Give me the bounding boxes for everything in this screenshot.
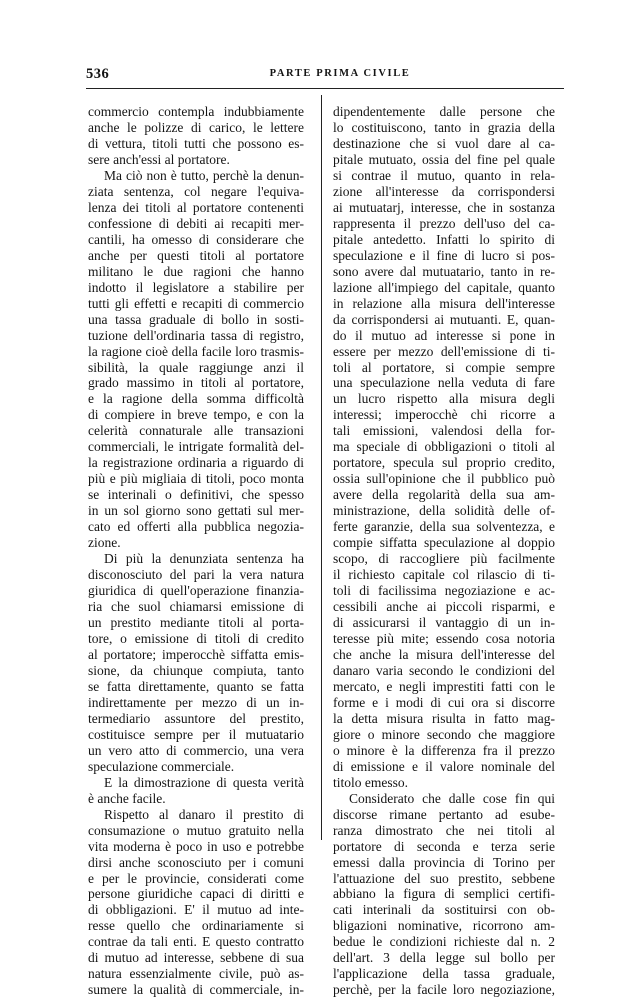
text-line: sono avere dal mutuatario, tanto in re- [333, 263, 555, 279]
text-line: confessione di debiti ai recapiti mer- [88, 215, 304, 231]
text-line: commercio contempla indubbiamente [88, 104, 304, 119]
text-line: più e più migliaia di titoli, poco monta [88, 471, 304, 487]
text-line: di mutuo ad interesse, sebbene di sua [88, 950, 304, 966]
text-line: e per le provincie, considerati come [88, 870, 304, 886]
text-line: sumere la qualità di commerciale, in- [88, 982, 304, 998]
right-column [333, 104, 555, 998]
running-title: PARTE PRIMA CIVILE [269, 68, 411, 79]
text-line: zione. [88, 535, 121, 551]
text-line: lo costituiscono, tanto in grazia della [333, 119, 555, 135]
text-line: tuzione dell'ordinaria tassa di registro, [88, 327, 304, 343]
text-line: giore o minore secondo che maggiore [333, 726, 555, 742]
text-line: indirettamente per mezzo di un in- [88, 694, 304, 710]
text-line: ai mutuatarj, interesse, che in sostanza [333, 199, 555, 215]
text-line: militano le due ragioni che hanno [88, 263, 304, 279]
text-line: Di più la denunziata sentenza ha [104, 551, 304, 567]
text-line: celerità connaturale alle transazioni [88, 423, 304, 439]
left-column [88, 104, 304, 998]
text-line: pitale antedetto. Infatti lo spirito di [333, 231, 555, 247]
text-line: abbiano la figura di semplici certifi- [333, 886, 555, 902]
text-line: portatore, specula sul proprio credito, [333, 455, 555, 471]
text-line: avere della regolarità della sua am- [333, 487, 555, 503]
text-line: portatore di seconda e terza serie [333, 838, 555, 854]
text-line: perchè, per la facile loro negoziazione, [333, 982, 555, 998]
text-line: di compiere in breve tempo, e con la [88, 407, 304, 423]
text-line: l'attuazione del suo prestito, sebbene [333, 870, 555, 886]
text-line: e la ragione della somma difficoltà [88, 391, 304, 407]
text-line: se interinali o definitivi, che spesso [88, 487, 304, 503]
text-line: la ragione cioè della facile loro trasmis- [88, 343, 304, 359]
text-line: ma speciale di obbligazioni o titoli al [333, 439, 555, 455]
text-line: consumazione o mutuo gratuito nella [88, 822, 304, 838]
text-line: ria che suol chiamarsi emissione di [88, 599, 304, 615]
text-line: l'applicazione della tassa graduale, [333, 966, 555, 982]
text-line: se fatta direttamente, quanto se fatta [88, 678, 304, 694]
text-line: indotto il legislatore a stabilire per [88, 279, 304, 295]
text-line: vita moderna è poco in uso e potrebbe [88, 838, 304, 854]
text-line: speculazione commerciale. [88, 758, 235, 774]
text-line: ossia sull'opinione che il pubblico può [333, 471, 555, 487]
text-line: resse quello che ordinariamente si [88, 918, 304, 934]
text-line: un lucro rispetto alla misura degli [333, 391, 555, 407]
text-line: cessibili anche ai piccoli risparmi, e [333, 599, 555, 615]
column-divider [321, 95, 322, 840]
text-line: toli di facilissima negoziazione e ac- [333, 583, 555, 599]
text-line: giuridica di quell'operazione finanzia- [88, 583, 304, 599]
text-line: di assicurarsi il vantaggio di un in- [333, 615, 555, 630]
text-line: disconosciuto del pari la vera natura [88, 567, 304, 583]
text-line: pitale mutuato, ossia del fine pel quale [333, 151, 555, 167]
text-line: ferte garanzie, della sua solventezza, e [333, 519, 555, 535]
text-line: sere anch'essi al portatore. [88, 151, 230, 167]
text-line: di obbligazioni. E' il mutuo ad inte- [88, 902, 304, 918]
header-rule [86, 88, 564, 89]
text-line: si contrae il mutuo, quanto in rela- [333, 167, 555, 183]
text-line: una tassa graduale di bollo in sosti- [88, 311, 304, 327]
text-line: che anche la misura dell'interesse del [333, 646, 555, 662]
text-line: teresse più mite; essendo cosa notoria [333, 630, 555, 646]
text-line: contrae da tali enti. E questo contratto [88, 934, 304, 950]
text-line: dirsi anche sconosciuto per i comuni [88, 854, 304, 870]
text-line: anche per questi titoli al portatore [88, 247, 304, 263]
text-line: dell'art. 3 della legge sul bollo per [333, 950, 555, 966]
text-line: commerciali, le intrigate formalità del- [88, 439, 304, 455]
text-line: una speculazione nella veduta di fare [333, 375, 555, 391]
text-line: Ma ciò non è tutto, perchè la denun- [104, 167, 304, 183]
text-line: E la dimostrazione di questa verità [104, 774, 304, 790]
text-line: un prestito mediante titoli al porta- [88, 615, 304, 630]
text-line: un vero atto di commercio, una vera [88, 742, 304, 758]
page-number: 536 [86, 66, 110, 82]
text-line: anche le polizze di carico, le lettere [88, 119, 304, 135]
text-line: natura essenzialmente civile, può as- [88, 966, 304, 982]
text-line: ziata sentenza, col negare l'equiva- [88, 183, 304, 199]
text-line: la detta misura risulta in fatto mag- [333, 710, 555, 726]
text-line: bedue le condizioni richieste dal n. 2 [333, 934, 555, 950]
text-line: mercato, e negli imprestiti fatti con le [333, 678, 555, 694]
text-line: forme e i modi di cui ora si discorre [333, 694, 555, 710]
text-line: grado massimo in titoli al portatore, [88, 375, 304, 391]
text-line: tore, o emissione di titoli di credito [88, 630, 304, 646]
text-line: bligazioni nominative, ricorrono am- [333, 918, 555, 934]
text-line: toli al portatore, si compie sempre [333, 359, 555, 375]
text-line: costituisce sempre per il mutuatario [88, 726, 304, 742]
text-line: al portatore; imperocchè siffatta emis- [88, 646, 304, 662]
text-line: do il mutuo ad interesse si pone in [333, 327, 555, 343]
text-line: Considerato che dalle cose fin qui [349, 790, 555, 806]
text-line: il richiesto capitale col rilascio di ti- [333, 567, 555, 583]
text-line: compie siffatta speculazione al doppio [333, 535, 555, 551]
text-line: di emissione e il valore nominale del [333, 758, 555, 774]
text-line: destinazione che si vuol dare al ca- [333, 135, 555, 151]
text-line: tutti gli effetti e recapiti di commercio [88, 295, 304, 311]
text-line: scopo, di raccogliere più facilmente [333, 551, 555, 567]
text-line: speculazione e il fine di lucro si pos- [333, 247, 555, 263]
text-line: termediario assuntore del prestito, [88, 710, 304, 726]
text-line: zione all'interesse da corrispondersi [333, 183, 555, 199]
text-line: sibilità, la quale raggiunge anzi il [88, 359, 304, 375]
text-line: o minore è la differenza fra il prezzo [333, 742, 555, 758]
text-line: rappresenta il prezzo dell'uso del ca- [333, 215, 555, 231]
text-line: lenza dei titoli al portatore contenenti [88, 199, 304, 215]
text-line: cato ed offerti alla pubblica negozia- [88, 519, 304, 535]
text-line: lazione all'impiego del capitale, quanto [333, 279, 555, 295]
text-line: cantili, ha omesso di considerare che [88, 231, 304, 247]
text-line: da corrispondersi ai mutuanti. E, quan- [333, 311, 555, 327]
text-line: emessi dalla provincia di Torino per [333, 854, 555, 870]
text-line: ranza dimostrato che nei titoli al [333, 822, 555, 838]
text-line: ministrazione, della solidità delle of- [333, 503, 555, 519]
text-line: danaro varia secondo le condizioni del [333, 662, 555, 678]
text-line: in relazione alla misura dell'interesse [333, 295, 555, 311]
text-line: tali emissioni, valendosi della for- [333, 423, 555, 439]
text-line: discorse rimane pertanto ad esube- [333, 806, 555, 822]
text-line: sione, da chiunque compiuta, tanto [88, 662, 304, 678]
text-line: essere per mezzo dell'emissione di ti- [333, 343, 555, 359]
text-line: persone giuridiche capaci di diritti e [88, 886, 304, 902]
text-line: la registrazione ordinaria a riguardo di [88, 455, 304, 471]
text-line: di vettura, titoli tutti che possono es- [88, 135, 304, 151]
text-line: è anche facile. [88, 790, 166, 806]
text-line: cati interinali da sostituirsi con ob- [333, 902, 555, 918]
text-line: Rispetto al danaro il prestito di [104, 806, 304, 822]
page-header [86, 66, 564, 84]
text-line: dipendentemente dalle persone che [333, 104, 555, 119]
text-line: in un sol giorno sono gettati sul mer- [88, 503, 304, 519]
text-line: titolo emesso. [333, 774, 408, 790]
text-line: interessi; imperocchè chi ricorre a [333, 407, 555, 423]
